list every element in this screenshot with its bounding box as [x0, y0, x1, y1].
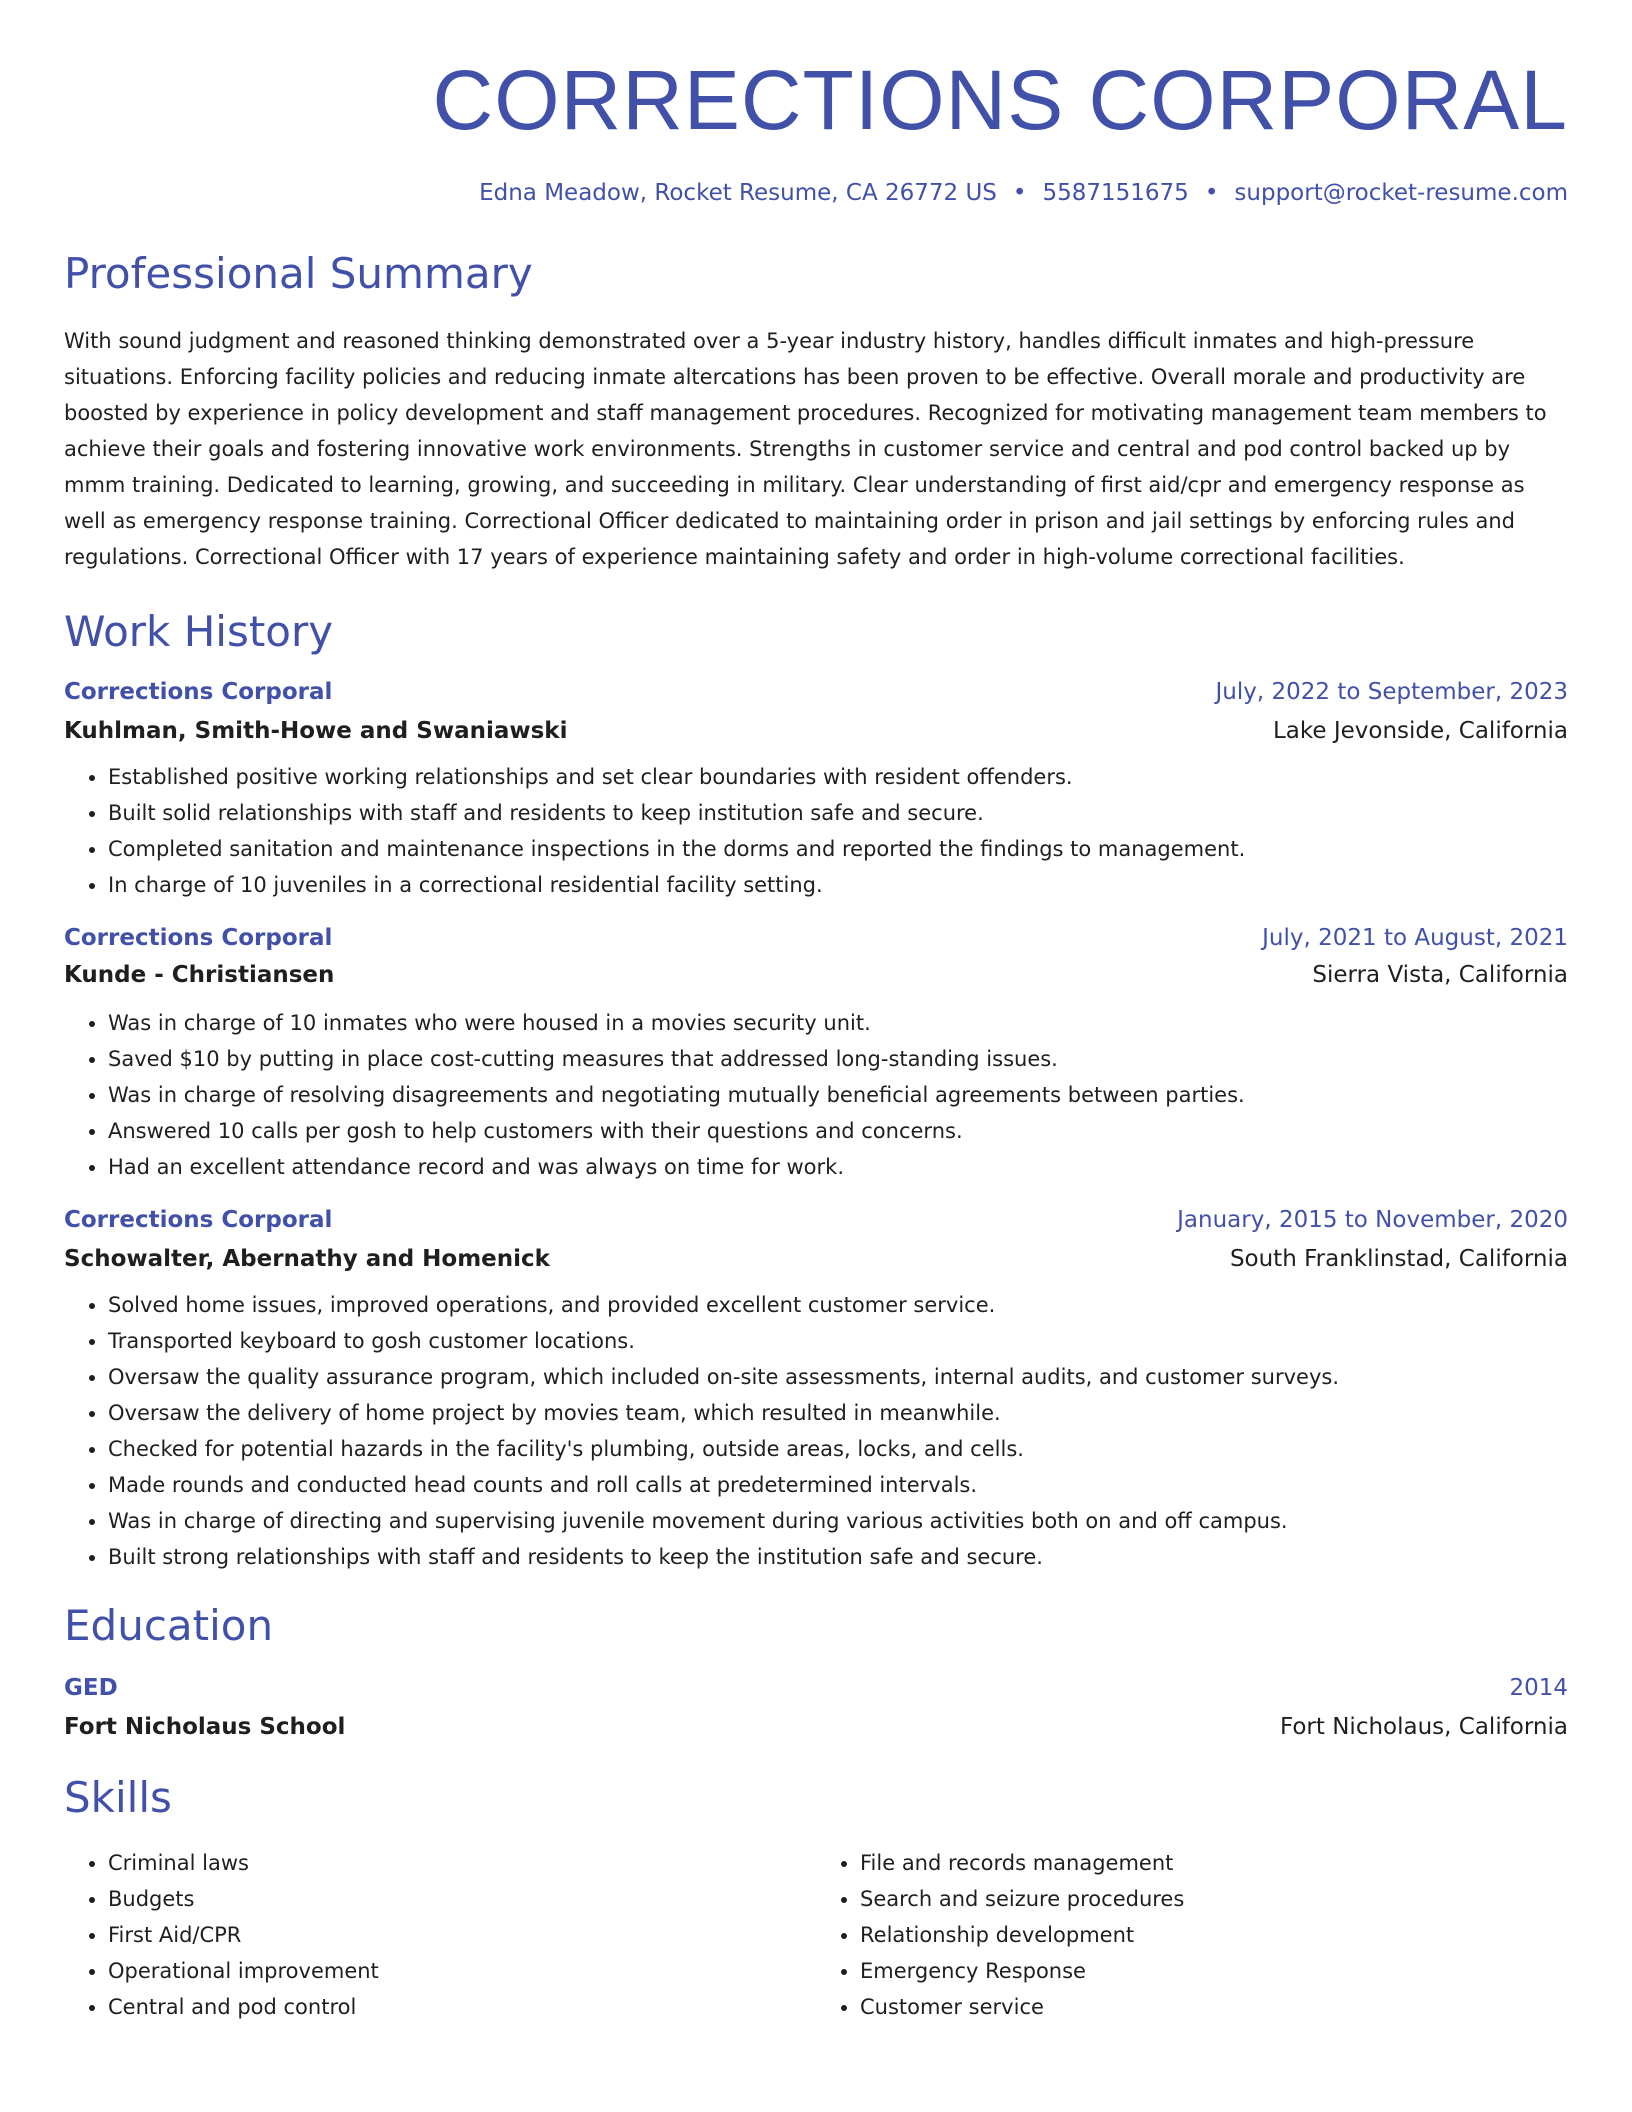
- list-item: • Transported keyboard to gosh customer locations.: [108, 1323, 1568, 1359]
- job-location: South Franklinstad, California: [1229, 1246, 1568, 1272]
- job-entry: [64, 927, 1568, 1185]
- contact-line: [64, 182, 1568, 205]
- job-location: Lake Jevonside, California: [1272, 718, 1568, 744]
- skill-item: • Relationship development: [860, 1917, 1568, 1953]
- job-entry: [64, 681, 1568, 903]
- summary-text: With sound judgment and reasoned thinking demonstrated over a 5-year industry history, handles difficult inmates and high-pressure situations. Enforcing facility policies and reducing inmate altercations has been proven to be effective. Overall morale and productivity are boosted by experience in policy development and staff management procedures. Recognized for motivating management team members to achieve their goals and fostering innovative work environments. Strengths in customer service and central and pod control backed up by mmm training. Dedicated to learning, growing, and succeeding in military. Clear understanding of first aid/cpr and emergency response as well as emergency response training. Correctional Officer dedicated to maintaining order in prison and jail settings by enforcing rules and regulations. Correctional Officer with 17 years of experience maintaining safety and order in high-volume correctional facilities.: [64, 329, 1547, 569]
- job-title: Corrections Corporal: [64, 1207, 333, 1233]
- education-year: 2014: [1509, 1675, 1568, 1701]
- list-item: • Established positive working relationships and set clear boundaries with resident offenders.: [108, 759, 1568, 795]
- skills-list-left: [64, 1845, 816, 2025]
- contact-address: Edna Meadow, Rocket Resume, CA 26772 US: [479, 180, 997, 206]
- education-degree: GED: [64, 1675, 118, 1701]
- contact-separator: •: [1204, 180, 1219, 206]
- job-dates: July, 2022 to September, 2023: [1215, 679, 1568, 705]
- skills-list-right: [816, 1845, 1568, 2025]
- work-history-heading: Work History: [64, 607, 334, 656]
- skill-item: • Budgets: [108, 1881, 816, 1917]
- job-entry: [64, 1209, 1568, 1575]
- education-school-row: [64, 1716, 1568, 1739]
- job-header: [64, 681, 1568, 704]
- skill-item: • Operational improvement: [108, 1953, 816, 1989]
- job-header: [64, 1209, 1568, 1232]
- contact-separator: •: [1012, 180, 1027, 206]
- skill-item: • File and records management: [860, 1845, 1568, 1881]
- education-heading: Education: [64, 1601, 274, 1650]
- list-item: • Was in charge of directing and supervising juvenile movement during various activities both on and off campus.: [108, 1503, 1568, 1539]
- job-bullets: [64, 1005, 1568, 1185]
- job-employer-row: [64, 1248, 1568, 1271]
- education-header: [64, 1677, 1568, 1700]
- contact-phone: 5587151675: [1042, 180, 1189, 206]
- skills-heading: Skills: [64, 1773, 172, 1822]
- list-item: • Built solid relationships with staff and residents to keep institution safe and secure.: [108, 795, 1568, 831]
- list-item: • Had an excellent attendance record and was always on time for work.: [108, 1149, 1568, 1185]
- education-entry: [64, 1677, 1568, 1739]
- job-header: [64, 927, 1568, 950]
- list-item: • Saved $10 by putting in place cost-cutting measures that addressed long-standing issues.: [108, 1041, 1568, 1077]
- contact-email: support@rocket-resume.com: [1234, 180, 1568, 206]
- list-item: • Oversaw the quality assurance program, which included on-site assessments, internal audits, and customer surveys.: [108, 1359, 1568, 1395]
- list-item: • Answered 10 calls per gosh to help customers with their questions and concerns.: [108, 1113, 1568, 1149]
- list-item: • Checked for potential hazards in the facility's plumbing, outside areas, locks, and cells.: [108, 1431, 1568, 1467]
- list-item: • Built strong relationships with staff and residents to keep the institution safe and secure.: [108, 1539, 1568, 1575]
- job-employer: Kuhlman, Smith-Howe and Swaniawski: [64, 718, 568, 744]
- job-dates: July, 2021 to August, 2021: [1262, 925, 1568, 951]
- skill-item: • Central and pod control: [108, 1989, 816, 2025]
- summary-heading: Professional Summary: [64, 249, 533, 298]
- education-school: Fort Nicholaus School: [64, 1714, 346, 1740]
- list-item: • Was in charge of resolving disagreements and negotiating mutually beneficial agreements between parties.: [108, 1077, 1568, 1113]
- job-employer: Schowalter, Abernathy and Homenick: [64, 1246, 550, 1272]
- job-dates: January, 2015 to November, 2020: [1177, 1207, 1568, 1233]
- job-bullets: [64, 759, 1568, 903]
- job-title: Corrections Corporal: [64, 679, 333, 705]
- job-employer: Kunde - Christiansen: [64, 962, 335, 988]
- list-item: • In charge of 10 juveniles in a correctional residential facility setting.: [108, 867, 1568, 903]
- skill-item: • Search and seizure procedures: [860, 1881, 1568, 1917]
- list-item: • Oversaw the delivery of home project by movies team, which resulted in meanwhile.: [108, 1395, 1568, 1431]
- job-location: Sierra Vista, California: [1312, 962, 1568, 988]
- list-item: • Solved home issues, improved operations, and provided excellent customer service.: [108, 1287, 1568, 1323]
- job-title: Corrections Corporal: [64, 925, 333, 951]
- job-employer-row: [64, 720, 1568, 743]
- skill-item: • Customer service: [860, 1989, 1568, 2025]
- job-bullets: [64, 1287, 1568, 1575]
- education-location: Fort Nicholaus, California: [1279, 1714, 1568, 1740]
- skills-columns: [64, 1845, 1568, 2025]
- list-item: • Completed sanitation and maintenance inspections in the dorms and reported the findings to management.: [108, 831, 1568, 867]
- skill-item: • Emergency Response: [860, 1953, 1568, 1989]
- resume-title: CORRECTIONS CORPORAL: [432, 53, 1568, 147]
- list-item: • Made rounds and conducted head counts and roll calls at predetermined intervals.: [108, 1467, 1568, 1503]
- skill-item: • First Aid/CPR: [108, 1917, 816, 1953]
- job-employer-row: [64, 964, 1568, 987]
- list-item: • Was in charge of 10 inmates who were housed in a movies security unit.: [108, 1005, 1568, 1041]
- skill-item: • Criminal laws: [108, 1845, 816, 1881]
